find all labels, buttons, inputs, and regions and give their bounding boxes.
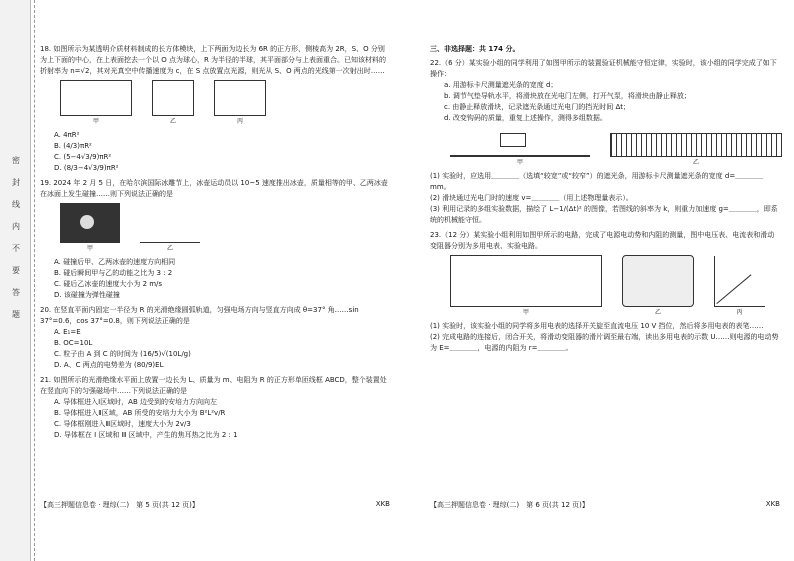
step-d: d. 改变钩码的质量，重复上述操作，测得多组数据。 xyxy=(444,114,607,122)
left-footer-code: XKB xyxy=(375,500,390,508)
top-view-figure xyxy=(152,80,194,116)
option-a: A. E₁=E xyxy=(54,328,81,336)
section-title: 三、非选择题：共 174 分。 xyxy=(430,45,520,53)
figure-19-a xyxy=(60,203,120,254)
question-22-sub-3: (3) 利用记录的多组实验数据，描绘了 L−1/(Δt)² 的图像，若图线的斜率为 k，则重力加速度 g=＿＿＿＿，即系统的机械能守恒。 xyxy=(430,205,778,224)
right-footer-code: XKB xyxy=(765,500,780,508)
question-20 xyxy=(40,305,390,371)
question-18-text: 18. 如图所示为某透明介质材料制成的长方体模块，上下两面为边长为 6R 的正方形，侧棱高为 2R，S、O 分别为上下面的中心，在上表面挖去一个以 O 点为球心，R 为半径的半球，其平面部分与上表面重合。已知该材料的折射率为 n=√2，其对光真空中传播速度为 c，在 S 点放置点光源，则光从 S、O 两点的光线第一次射出时…… xyxy=(40,45,387,75)
circuit-photo xyxy=(450,255,602,307)
vernier-caliper-scale xyxy=(610,133,782,157)
u-i-graph xyxy=(714,256,765,307)
figure-23-b xyxy=(622,255,694,318)
collision-diagram xyxy=(140,222,200,243)
figure-caption: 乙 xyxy=(166,245,173,252)
question-18 xyxy=(40,44,390,174)
option-a: A. 4πR² xyxy=(54,131,80,139)
figure-caption: 乙 xyxy=(692,159,699,166)
question-21-text: 21. 如图所示的光滑绝缘水平面上放置一边长为 L、质量为 m、电阻为 R 的正方形单匝线框 ABCD，整个装置处在竖直向下的匀强磁场中……下列说法正确的是 xyxy=(40,376,387,395)
question-21 xyxy=(40,375,390,441)
right-footer xyxy=(430,500,780,510)
figure-23-c xyxy=(714,256,765,318)
figure-caption: 丙 xyxy=(236,118,243,125)
figure-19-b xyxy=(140,222,200,254)
question-22 xyxy=(430,58,780,226)
section-figure xyxy=(214,80,266,116)
option-b: B. 导体框进入Ⅱ区域，AB 所受的安培力大小为 B²L²v/R xyxy=(54,409,226,417)
right-page xyxy=(430,44,780,514)
question-22-sub-1: (1) 实验时，应选用＿＿＿＿（选填“较宽”或“较窄”）的遮光条，用游标卡尺测量遮光条的宽度 d=＿＿＿＿ mm。 xyxy=(430,172,764,191)
figure-caption: 乙 xyxy=(169,118,176,125)
question-23-figures xyxy=(450,255,780,318)
question-22-text: 22.（6 分）某实验小组的同学利用了如图甲所示的装置验证机械能守恒定律，实验时，该小组的同学完成了如下操作： xyxy=(430,59,777,78)
figure-caption: 甲 xyxy=(522,309,529,316)
option-a: A. 导体框进入Ⅰ区域时，AB 边受到的安培力方向向左 xyxy=(54,398,217,406)
air-track-apparatus xyxy=(450,127,590,157)
question-19-text: 19. 2024 年 2 月 5 日，在哈尔滨国际冰雕节上，冰壶运动员以 10~5 速度推出冰壶，质量相等的甲、乙两冰壶在冰面上发生碰撞……则下列说法正确的是 xyxy=(40,179,388,198)
figure-18-c xyxy=(214,80,266,127)
question-19 xyxy=(40,178,390,301)
option-c: C. 碰后乙冰壶的速度大小为 2 m/s xyxy=(54,280,163,288)
question-23-text: 23.（12 分）某实验小组利用如图甲所示的电路，完成了电源电动势和内阻的测量，图中电压表、电流表和滑动变阻器分别为多用电表、实验电路。 xyxy=(430,231,775,250)
left-footer-center: 【高三押题信息卷 · 理综(二) 第 5 页(共 12 页)】 xyxy=(40,501,199,509)
left-page xyxy=(40,44,390,514)
option-d: D. A、C 两点的电势差为 (80/9)EL xyxy=(54,361,164,369)
option-d: D. 导体框在 Ⅰ 区域和 Ⅲ 区域中，产生的焦耳热之比为 2 : 1 xyxy=(54,431,238,439)
figure-23-a xyxy=(450,255,602,318)
question-22-figures xyxy=(450,127,780,168)
option-d: D. 该碰撞为弹性碰撞 xyxy=(54,291,120,299)
block-figure xyxy=(60,80,132,116)
figure-caption: 丙 xyxy=(736,309,743,316)
question-19-figures xyxy=(60,203,390,254)
figure-18-a xyxy=(60,80,132,127)
margin-label: 密 封 线 内 不 要 答 题 xyxy=(12,156,20,319)
multimeter-dial xyxy=(622,255,694,307)
question-18-figures xyxy=(60,80,390,127)
step-b: b. 调节气垫导轨水平，将滑块放在光电门左侧，打开气泵，将滑块由静止释放； xyxy=(444,92,691,100)
binding-margin xyxy=(0,0,31,561)
question-23 xyxy=(430,230,780,354)
figure-22-b xyxy=(610,133,782,168)
step-c: c. 由静止释放滑块，记录遮光条通过光电门的挡光时间 Δt； xyxy=(444,103,631,111)
figure-18-b xyxy=(152,80,194,127)
option-d: D. (8/3−4√3/9)πR² xyxy=(54,164,119,172)
left-footer xyxy=(40,500,390,510)
option-b: B. 碰后瞬间甲与乙的动能之比为 3 : 2 xyxy=(54,269,173,277)
right-footer-center: 【高三押题信息卷 · 理综(二) 第 6 页(共 12 页)】 xyxy=(430,501,589,509)
figure-caption: 甲 xyxy=(92,118,99,125)
option-b: B. OC=10L xyxy=(54,339,93,347)
option-c: C. (5−4√3/9)πR² xyxy=(54,153,112,161)
option-c: C. 粒子由 A 到 C 的时间为 (16/5)√(10L/g) xyxy=(54,350,191,358)
question-23-sub-1: (1) 实验时，该实验小组的同学将多用电表的选择开关旋至直流电压 10 V 挡位，然后将多用电表的表笔…… xyxy=(430,322,764,330)
curling-photo xyxy=(60,203,120,243)
question-23-sub-2: (2) 完成电路的连接后，闭合开关，将滑动变阻器的滑片调至最右端，读出多用电表的示数 U……则电源的电动势为 E=＿＿＿＿，电源的内阻为 r=＿＿＿＿。 xyxy=(430,333,779,352)
figure-caption: 甲 xyxy=(516,159,523,166)
step-a: a. 用游标卡尺测量遮光条的宽度 d； xyxy=(444,81,558,89)
option-a: A. 碰撞后甲、乙两冰壶的速度方向相同 xyxy=(54,258,176,266)
figure-22-a xyxy=(450,127,590,168)
figure-caption: 甲 xyxy=(86,245,93,252)
question-22-sub-2: (2) 滑块通过光电门时的速度 v=＿＿＿＿（用上述物理量表示）。 xyxy=(430,194,633,202)
option-b: B. (4/3)πR² xyxy=(54,142,92,150)
seal-line xyxy=(34,0,35,561)
option-c: C. 导体框刚进入Ⅲ区域时，速度大小为 2v/3 xyxy=(54,420,191,428)
question-20-text: 20. 在竖直平面内固定一半径为 R 的光滑绝缘圆弧轨道，匀强电场方向与竖直方向成 θ=37° 角……sin 37°=0.6，cos 37°=0.8，则下列说法正确的是 xyxy=(40,306,359,325)
figure-caption: 乙 xyxy=(654,309,661,316)
